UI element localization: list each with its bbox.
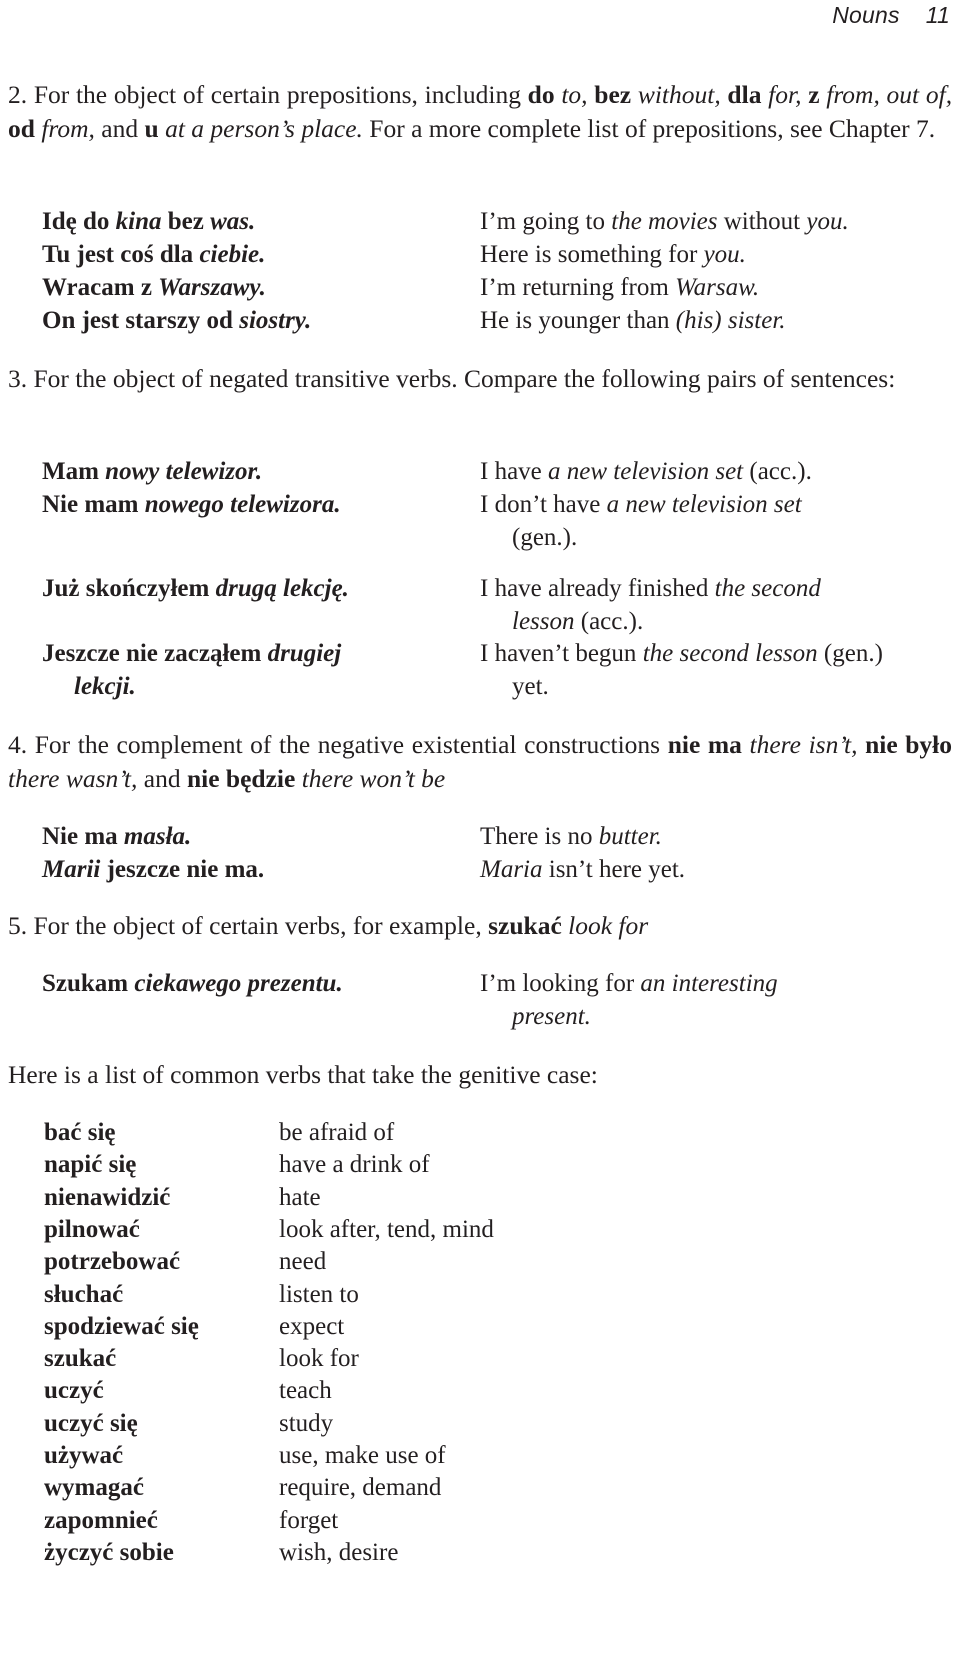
verb-polish: uczyć [44, 1377, 104, 1404]
polish-example: Już skończyłem drugą lekcję. [42, 575, 349, 602]
verb-polish: potrzebować [44, 1248, 181, 1275]
english-translation: I’m returning from Warsaw. [480, 274, 760, 301]
english-translation: I haven’t begun the second lesson (gen.) yet. [480, 640, 883, 700]
verb-polish: życzyć sobie [44, 1539, 174, 1566]
polish-example: On jest starszy od siostry. [42, 307, 312, 334]
item-5-paragraph: 5. For the object of certain verbs, for example, szukać look for [8, 911, 649, 940]
verb-polish: bać się [44, 1119, 116, 1146]
verb-english: forget [279, 1507, 339, 1534]
item-2-paragraph: 2. For the object of certain prepositions, including do to, bez without, dla for, z from, out of, od from, and u at a person’s place. For a more complete list of prepositions, see Chapter 7. [8, 80, 953, 143]
english-translation: I have a new television set (acc.). [480, 458, 812, 485]
verb-english: need [279, 1248, 327, 1275]
page-number: 11 [925, 2, 950, 28]
verb-polish: wymagać [44, 1474, 144, 1501]
verb-english: look for [279, 1345, 359, 1372]
verb-polish: napić się [44, 1151, 137, 1178]
polish-example: Nie ma masła. [42, 823, 192, 850]
verb-english: expect [279, 1313, 345, 1340]
polish-example: Idę do kina bez was. [42, 208, 256, 235]
polish-example: Mam nowy telewizor. [42, 458, 263, 485]
verb-polish: zapomnieć [44, 1507, 158, 1534]
verb-english: look after, tend, mind [279, 1216, 494, 1243]
verb-polish: słuchać [44, 1281, 124, 1308]
polish-example: Jeszcze nie zacząłem drugiej lekcji. [42, 640, 342, 700]
polish-example: Szukam ciekawego prezentu. [42, 970, 343, 997]
verb-english: wish, desire [279, 1539, 399, 1566]
verb-english: have a drink of [279, 1151, 430, 1178]
section-title: Nouns [832, 2, 900, 28]
verb-polish: nienawidzić [44, 1184, 171, 1211]
polish-example: Nie mam nowego telewizora. [42, 491, 341, 518]
verb-english: listen to [279, 1281, 359, 1308]
english-translation: I have already finished the second lesson (acc.). [480, 575, 821, 635]
running-header [832, 2, 950, 29]
english-translation: I don’t have a new television set (gen.). [480, 491, 802, 551]
verb-english: require, demand [279, 1474, 442, 1501]
polish-example: Marii jeszcze nie ma. [42, 856, 265, 883]
verb-english: hate [279, 1184, 321, 1211]
verb-polish: używać [44, 1442, 124, 1469]
item-3-paragraph: 3. For the object of negated transitive verbs. Compare the following pairs of sentences: [8, 364, 896, 393]
verb-english: teach [279, 1377, 332, 1404]
english-translation: Here is something for you. [480, 241, 746, 268]
verb-polish: pilnować [44, 1216, 140, 1243]
english-translation: He is younger than (his) sister. [480, 307, 786, 334]
english-translation: I’m going to the movies without you. [480, 208, 849, 235]
english-translation: There is no butter. [480, 823, 662, 850]
item-4-paragraph: 4. For the complement of the negative existential constructions nie ma there isn’t, nie było there wasn’t, and nie będzie there won’t be [8, 730, 953, 793]
polish-example: Wracam z Warszawy. [42, 274, 266, 301]
verb-english: study [279, 1410, 334, 1437]
verb-polish: spodziewać się [44, 1313, 199, 1340]
verb-english: be afraid of [279, 1119, 395, 1146]
verb-polish: szukać [44, 1345, 117, 1372]
verb-polish: uczyć się [44, 1410, 138, 1437]
english-translation: Maria isn’t here yet. [480, 856, 686, 883]
polish-example: Tu jest coś dla ciebie. [42, 241, 266, 268]
list-intro: Here is a list of common verbs that take the genitive case: [8, 1060, 598, 1089]
english-translation: I’m looking for an interesting present. [480, 970, 778, 1030]
verb-english: use, make use of [279, 1442, 446, 1469]
